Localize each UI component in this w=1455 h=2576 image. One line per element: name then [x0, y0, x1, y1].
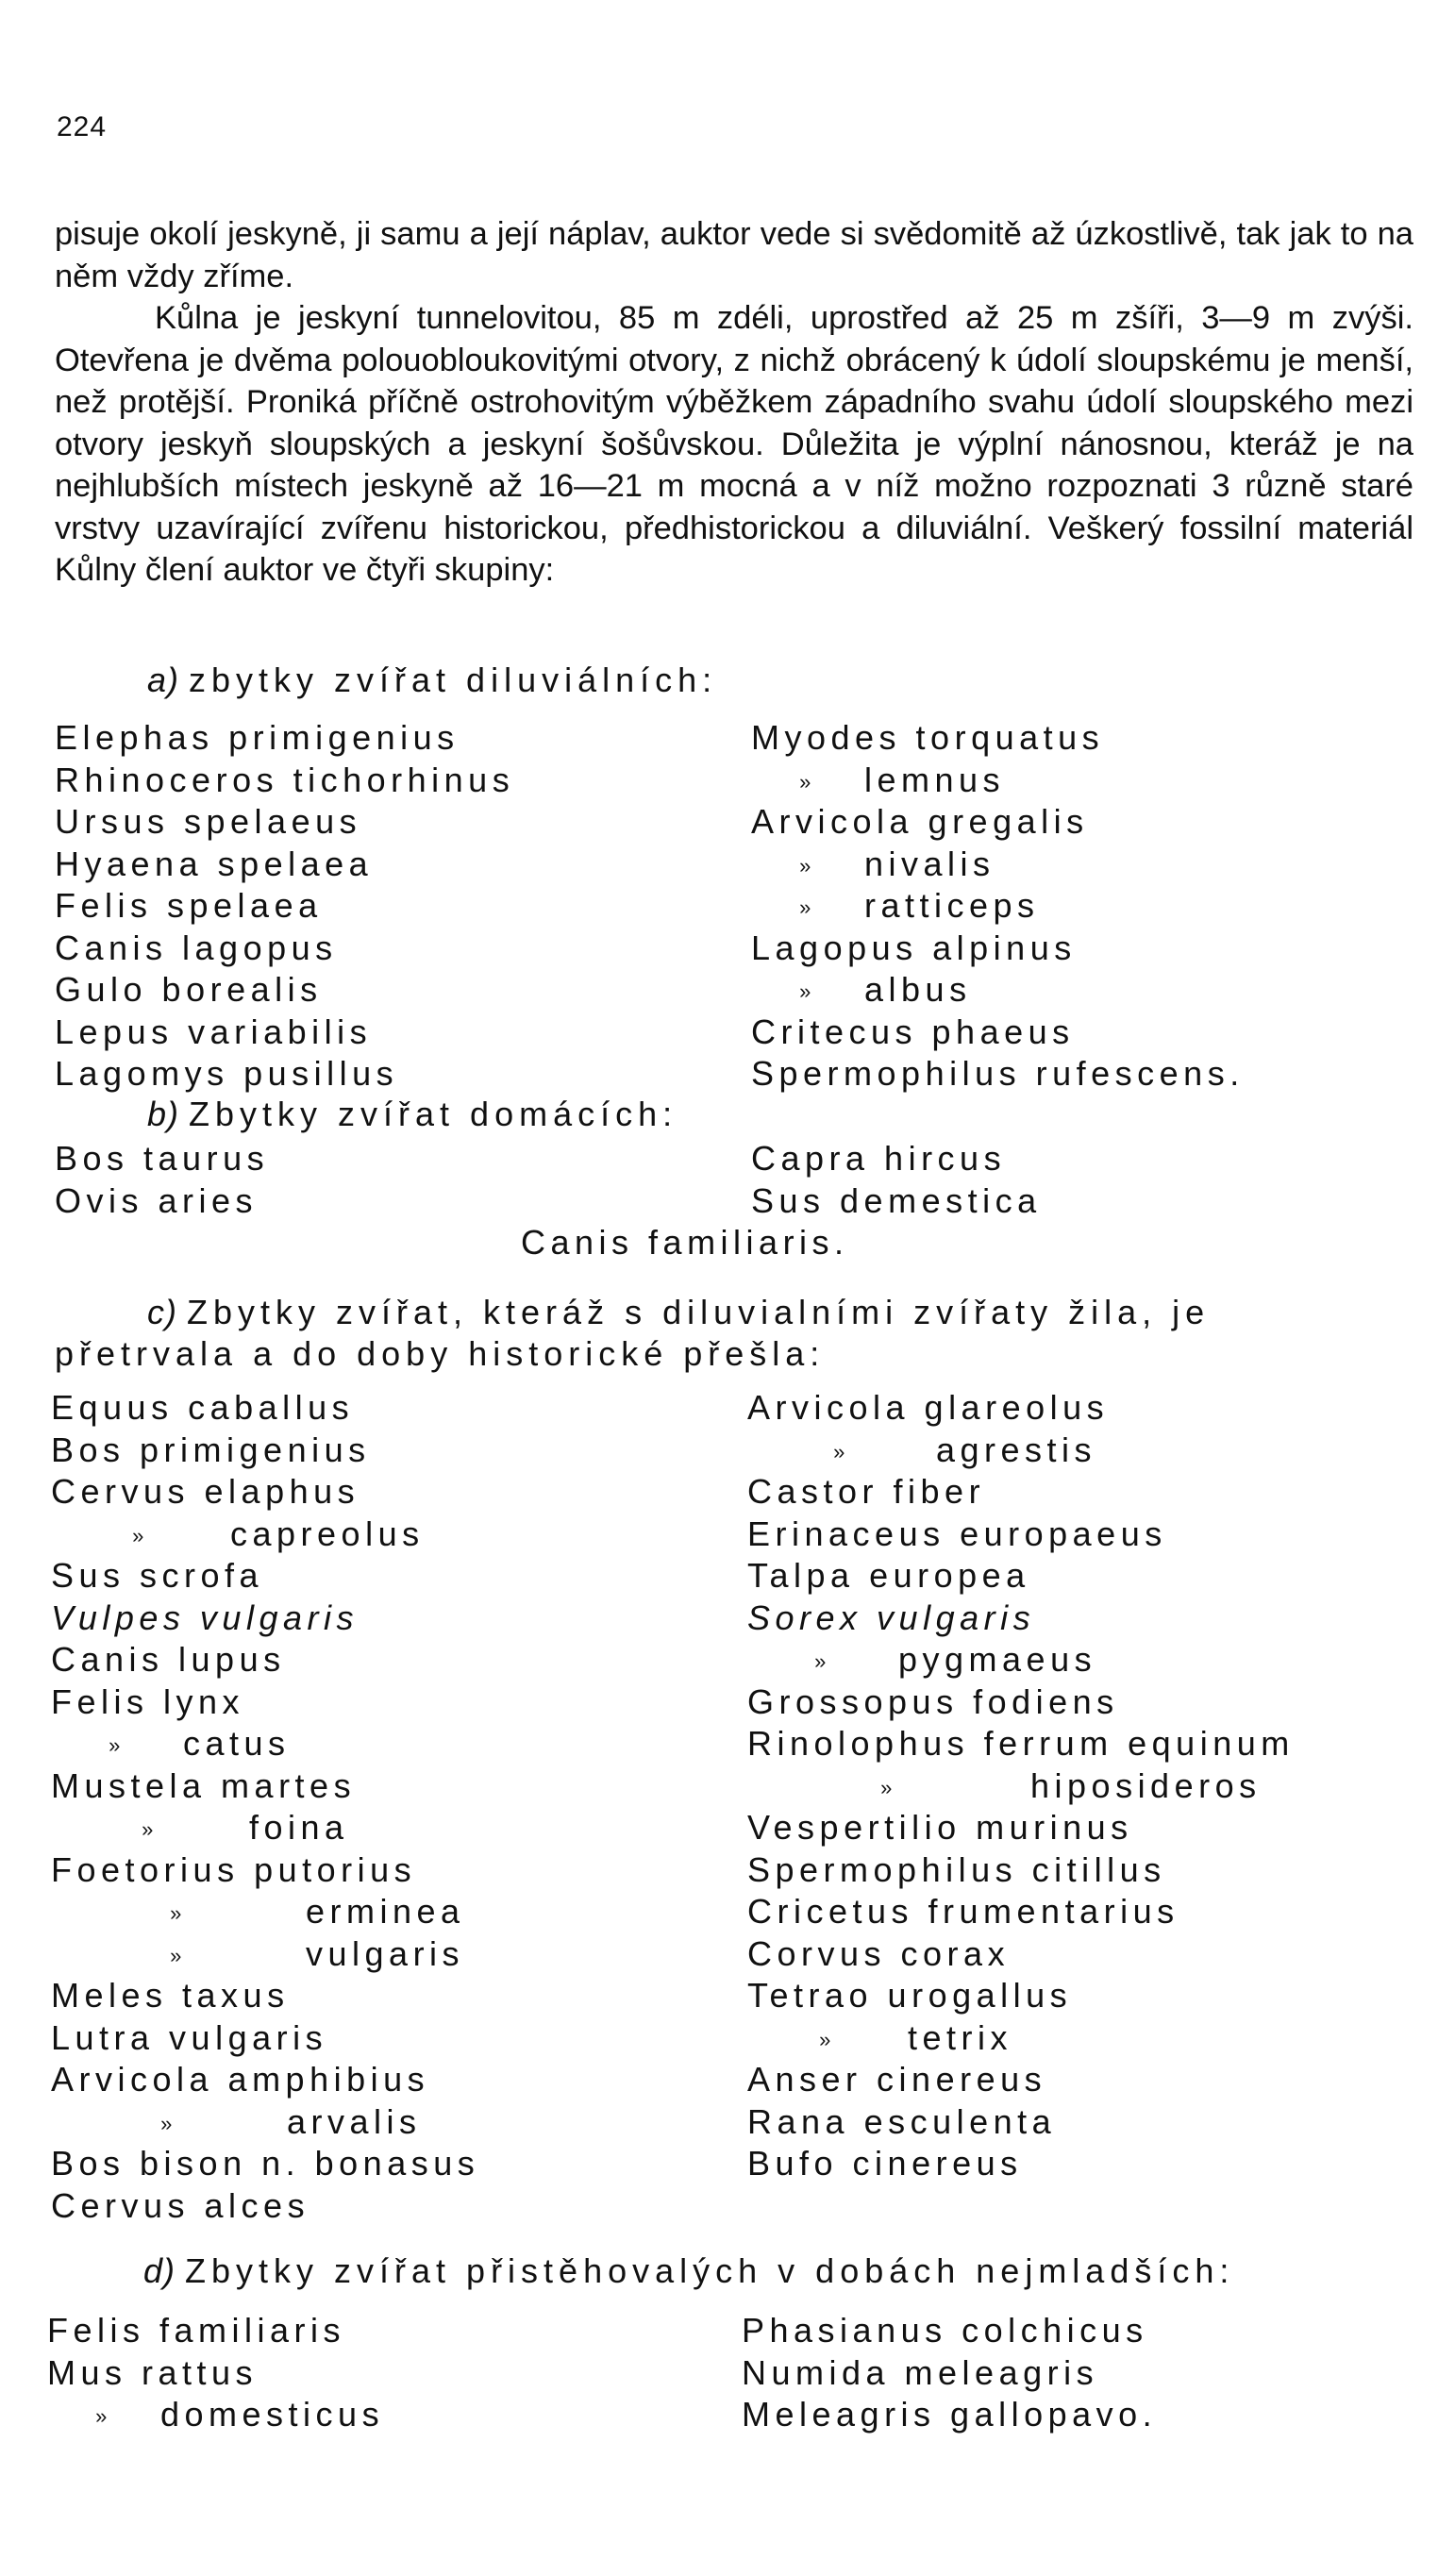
species-item: Sus scrofa — [51, 1556, 264, 1595]
ditto-mark: » — [170, 1901, 187, 1926]
species-item: Spermophilus rufescens. — [751, 1054, 1245, 1093]
species-item: Mus rattus — [47, 2352, 259, 2392]
section-d-letter: d) — [143, 2251, 176, 2290]
species-item: » vulgaris — [51, 1933, 479, 1976]
section-a-title: zbytky zvířat diluviálních: — [189, 661, 718, 699]
species-item: Bos primigenius — [51, 1430, 371, 1469]
species-item: Lagopus alpinus — [751, 928, 1077, 967]
species-item: Anser cinereus — [747, 2060, 1047, 2099]
species-item: Myodes torquatus — [751, 718, 1105, 757]
species-item: Rhinoceros tichorhinus — [55, 760, 515, 799]
species-item: » lemnus — [751, 760, 1245, 802]
section-c-title-line2: přetrvala a do doby historické přešla: — [55, 1334, 826, 1373]
species-item: » nivalis — [751, 844, 1245, 886]
ditto-mark: » — [160, 2111, 177, 2135]
section-a-letter: a) — [147, 661, 180, 699]
section-a-right-list — [751, 717, 1245, 1096]
ditto-mark: » — [799, 769, 816, 794]
section-c-letter: c) — [147, 1293, 177, 1331]
section-d-title: Zbytky zvířat přistěhovalých v dobách nejmladších: — [185, 2251, 1235, 2290]
species-item: Hyaena spelaea — [55, 844, 374, 883]
species-item: Grossopus fodiens — [747, 1681, 1119, 1721]
ditto-mark: » — [799, 895, 816, 920]
species-item: » pygmaeus — [747, 1639, 1295, 1681]
species-item: Corvus corax — [747, 1933, 1011, 1973]
species-item: » tetrix — [747, 2017, 1295, 2060]
species-item: Canis lupus — [51, 1640, 286, 1679]
section-d-heading — [143, 2251, 1455, 2291]
species-item: Sorex vulgaris — [747, 1597, 1036, 1637]
species-item: Vespertilio murinus — [747, 1808, 1133, 1847]
species-item: » albus — [751, 969, 1245, 1012]
section-d-right-list — [742, 2310, 1157, 2436]
section-b-center-item: Canis familiaris. — [521, 1223, 849, 1262]
species-item: Phasianus colchicus — [742, 2311, 1148, 2350]
species-item: Numida meleagris — [742, 2352, 1099, 2392]
ditto-mark: » — [132, 1523, 149, 1547]
species-item: » capreolus — [51, 1514, 479, 1556]
species-item: Felis familiaris — [47, 2311, 346, 2350]
ditto-mark: » — [833, 1439, 850, 1464]
species-item: Elephas primigenius — [55, 718, 460, 757]
ditto-mark: » — [799, 979, 816, 1004]
species-item: Spermophilus citillus — [747, 1849, 1166, 1889]
species-item: Equus caballus — [51, 1388, 355, 1427]
species-item: Meles taxus — [51, 1976, 290, 2015]
species-item: Felis spelaea — [55, 886, 323, 925]
species-item: Cervus alces — [51, 2185, 310, 2225]
page-number: 224 — [57, 111, 108, 142]
species-item: Mustela martes — [51, 1765, 357, 1805]
section-a-heading — [147, 661, 1455, 700]
species-item: Capra hircus — [751, 1139, 1007, 1178]
ditto-mark: » — [142, 1817, 159, 1842]
paragraph-continuation: pisuje okolí jeskyně, ji samu a její náplav, auktor vede si svědomitě až úzkostlivě, tak jak to na něm vždy zříme. — [55, 216, 1413, 294]
ditto-mark: » — [170, 1943, 187, 1967]
section-c-title-line1: Zbytky zvířat, kteráž s diluvialními zvířaty žila, je — [187, 1293, 1211, 1331]
section-d-left-list — [47, 2310, 384, 2436]
ditto-mark: » — [819, 2027, 836, 2051]
species-item: Foetorius putorius — [51, 1849, 417, 1889]
species-item: Ovis aries — [55, 1180, 259, 1220]
species-item: » foina — [51, 1807, 479, 1849]
species-item: Canis lagopus — [55, 928, 338, 967]
ditto-mark: » — [880, 1775, 897, 1799]
section-a-left-list — [55, 717, 514, 1096]
species-item: » domesticus — [47, 2394, 384, 2436]
species-item: Lutra vulgaris — [51, 2017, 328, 2057]
species-item: Critecus phaeus — [751, 1012, 1075, 1051]
species-item: Tetrao urogallus — [747, 1976, 1073, 2015]
species-item: » hiposideros — [747, 1765, 1295, 1808]
species-item: Felis lynx — [51, 1681, 245, 1721]
species-item: Sus demestica — [751, 1180, 1042, 1220]
species-item: » erminea — [51, 1891, 479, 1933]
ditto-mark: » — [799, 853, 816, 878]
species-item: Talpa europea — [747, 1556, 1030, 1595]
species-item: Erinaceus europaeus — [747, 1514, 1167, 1553]
species-item: Gulo borealis — [55, 970, 323, 1009]
ditto-mark: » — [109, 1733, 125, 1758]
species-item: Arvicola amphibius — [51, 2060, 430, 2099]
species-item: Arvicola gregalis — [751, 802, 1089, 841]
species-item: Bos bison n. bonasus — [51, 2144, 480, 2183]
section-c-heading-cont — [55, 1334, 1423, 1374]
species-item: » ratticeps — [751, 885, 1245, 928]
section-b-title: Zbytky zvířat domácích: — [189, 1095, 678, 1133]
species-item: Arvicola glareolus — [747, 1388, 1110, 1427]
species-item: Rinolophus ferrum equinum — [747, 1724, 1295, 1763]
species-item: Bufo cinereus — [747, 2144, 1023, 2183]
section-c-right-list — [747, 1387, 1295, 2185]
species-item: Cricetus frumentarius — [747, 1892, 1179, 1931]
species-item: » catus — [51, 1723, 479, 1765]
species-item: » agrestis — [747, 1430, 1295, 1472]
species-item: Cervus elaphus — [51, 1472, 360, 1511]
section-b-left-list — [55, 1138, 269, 1222]
species-item: Castor fiber — [747, 1472, 986, 1511]
species-item: Rana esculenta — [747, 2101, 1057, 2141]
section-b-heading — [147, 1095, 1455, 1134]
species-item: » arvalis — [51, 2101, 479, 2144]
species-item: Bos taurus — [55, 1139, 270, 1178]
species-item: Lepus variabilis — [55, 1012, 373, 1051]
paragraph-kulna: Kůlna je jeskyní tunnelovitou, 85 m zdéli, uprostřed až 25 m zšíři, 3—9 m zvýši. Otevřena je dvěma polouobloukovitými otvory, z nichž obrácený k údolí sloupskému je menší, než protější. Proniká příčně ostrohovitým výběžkem západního svahu údolí sloupského mezi otvory jeskyň sloupských a jeskyní šošůvskou. Důležita je výplní nánosnou, kteráž je na nejhlubších místech jeskyně až 16—21 m mocná a v níž možno rozpoznati 3 různě staré vrstvy uzavírající zvířenu historickou, předhistorickou a diluviální. Veškerý fossilní materiál Kůlny člení auktor ve čtyři skupiny: — [55, 300, 1413, 588]
ditto-mark: » — [95, 2404, 112, 2429]
section-b-right-list — [751, 1138, 1042, 1222]
species-item: Ursus spelaeus — [55, 802, 362, 841]
ditto-mark: » — [814, 1649, 831, 1674]
species-item: Meleagris gallopavo. — [742, 2395, 1158, 2434]
section-c-heading — [147, 1293, 1455, 1332]
section-b-letter: b) — [147, 1095, 180, 1133]
body-text — [55, 213, 1413, 592]
section-c-left-list — [51, 1387, 479, 2227]
species-item: Lagomys pusillus — [55, 1054, 399, 1093]
species-item: Vulpes vulgaris — [51, 1597, 359, 1637]
